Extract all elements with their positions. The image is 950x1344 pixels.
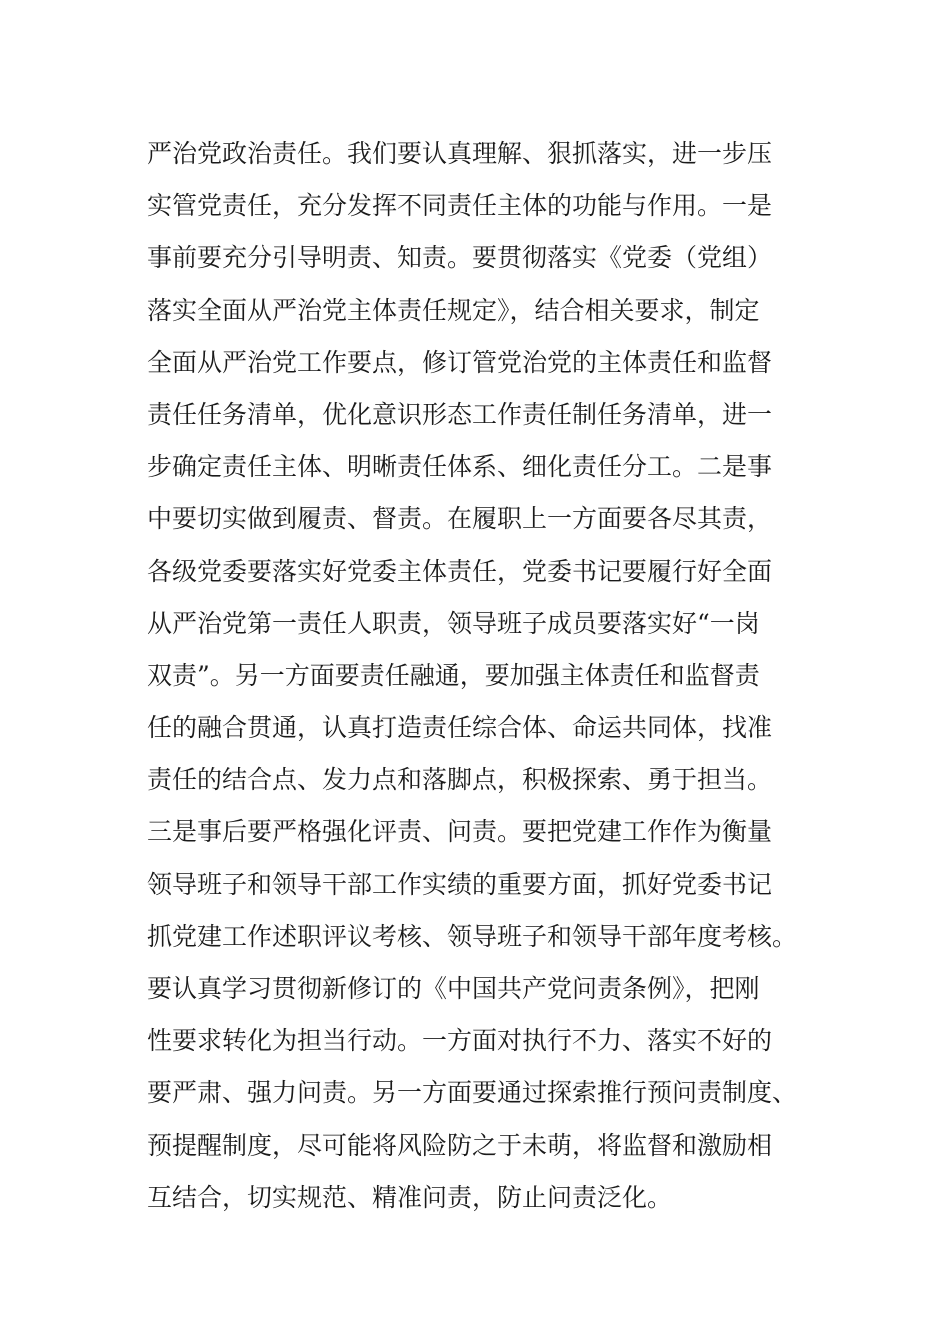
text-line: 要认真学习贯彻新修订的《中国共产党问责条例》，把刚 bbox=[147, 974, 760, 1003]
text-line: 互结合，切实规范、精准问责，防止问责泛化。 bbox=[147, 1182, 673, 1212]
text-line: 严治党政治责任。我们要认真理解、狠抓落实，进一步压 bbox=[147, 139, 773, 168]
text-line: 领导班子和领导干部工作实绩的重要方面，抓好党委书记 bbox=[147, 869, 773, 899]
text-line: 预提醒制度，尽可能将风险防之于未萌，将监督和激励相 bbox=[147, 1130, 773, 1160]
text-line: 任的融合贯通，认真打造责任综合体、命运共同体，找准 bbox=[147, 713, 773, 743]
text-line: 三是事后要严格强化评责、问责。要把党建工作作为衡量 bbox=[147, 817, 773, 847]
text-line: 全面从严治党工作要点，修订管党治党的主体责任和监督 bbox=[147, 347, 773, 377]
text-line: 实管党责任，充分发挥不同责任主体的功能与作用。一是 bbox=[147, 191, 773, 221]
text-line: 性要求转化为担当行动。一方面对执行不力、落实不好的 bbox=[147, 1026, 773, 1056]
text-line: 要严肃、强力问责。另一方面要通过探索推行预问责制度、 bbox=[147, 1078, 798, 1108]
text-line: 步确定责任主体、明晰责任体系、细化责任分工。二是事 bbox=[147, 452, 773, 482]
text-line: 从严治党第一责任人职责，领导班子成员要落实好“一岗 bbox=[147, 608, 760, 638]
text-line: 双责”。另一方面要责任融通，要加强主体责任和监督责 bbox=[147, 660, 760, 690]
text-line: 中要切实做到履责、督责。在履职上一方面要各尽其责， bbox=[147, 504, 773, 534]
text-line: 事前要充分引导明责、知责。要贯彻落实《党委（党组） bbox=[147, 243, 773, 273]
text-line: 责任任务清单，优化意识形态工作责任制任务清单，进一 bbox=[147, 399, 773, 429]
text-line: 各级党委要落实好党委主体责任，党委书记要履行好全面 bbox=[147, 556, 773, 586]
text-line: 责任的结合点、发力点和落脚点，积极探索、勇于担当。 bbox=[147, 765, 773, 795]
body-paragraph bbox=[147, 128, 847, 1224]
text-line: 抓党建工作述职评议考核、领导班子和领导干部年度考核。 bbox=[147, 921, 798, 951]
text-line: 落实全面从严治党主体责任规定》，结合相关要求，制定 bbox=[147, 295, 760, 325]
